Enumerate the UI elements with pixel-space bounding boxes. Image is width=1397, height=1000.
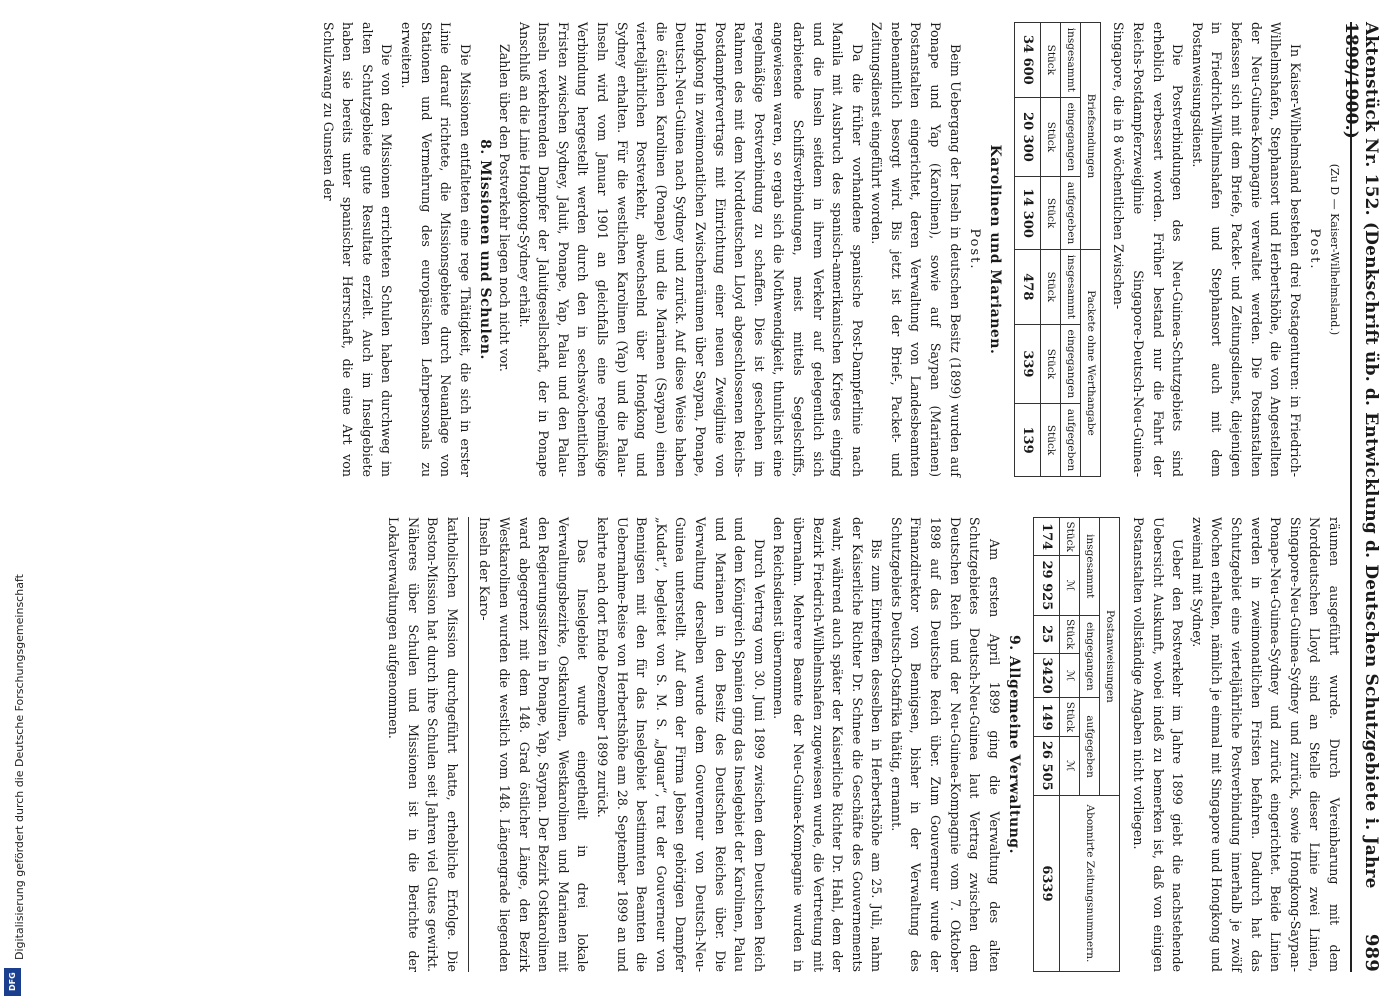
table-header: Abonnirte Zeitungsnummern. (1060, 795, 1120, 971)
paragraph: Zahlen über den Postverkehr liegen noch nicht vor. (497, 44, 513, 372)
table-subheader: aufgegeben (1060, 177, 1080, 250)
table-cell: 29 925 (1034, 556, 1060, 615)
section-heading: 8. Missionen und Schulen. (477, 139, 494, 360)
table-header: Postanweisungen (1100, 518, 1120, 796)
paragraph: Beim Uebergang der Inseln in deutschen Besitz (1899) wurden auf Ponape und Yap (Karolinen), sowie auf Saypan (Marianen) Postanstalten eingerichtet, deren Verwaltung von Landesbeamten nebenamtlich besorgt wird. Bis jetzt ist der Brief-, Packet- und Zeitungsdienst eingeführt worden. (869, 22, 963, 477)
left-column (318, 22, 1344, 477)
table-cell: 139 (1014, 404, 1040, 477)
table-unit: Stück (1040, 249, 1060, 324)
table-cell: 174 (1034, 518, 1060, 556)
paragraph: Da die früher vorhandene spanische Post-Dampferlinie nach Manila mit Ausbruch des spanisch-amerikanischen Krieges einging und die Inseln seitdem in ihrem Verkehr auf gelegentlich sich darbietende Schiffsverbindungen, meist mittels Segelschiffs, angewiesen waren, so ergab sich die Nothwendigkeit, thunlichst eine regelmäßige Postverbindung zu schaffen. Dies ist geschehen im Rahmen des mit dem Norddeutschen Lloyd abgeschlossenen Reichs-Postdampfervertrags mit Einrichtung einer neuen Zweiglinie von Hongkong in zweimonatlichen Zwischenräumen über Saypan, Ponape, Deutsch-Neu-Guinea nach Sydney und zurück. Auf diese Weise haben die östlichen Karolinen (Ponape) und die Marianen (Saypan) einen vierteljährlichen Postverkehr, abwechselnd über Hongkong und Sydney erhalten. Für die westlichen Karolinen (Yap) und die Palau-Inseln wird vom Januar 1901 an gleichfalls eine regelmäßige Verbindung hergestellt werden durch den in sechswöchentlichen Fristen zwischen Sydney, Jaluit, Ponape, Yap, Palau und den Palau-Inseln verkehrenden Dampfer der Jaluitgesellschaft, der in Ponape Anschluß an die Linie Hongkong-Sydney erhält. (516, 22, 865, 477)
table-subheader: eingegangen (1060, 97, 1080, 177)
table-cell: 339 (1014, 324, 1040, 404)
table-unit: ℳ (1060, 736, 1080, 795)
paragraph: katholischen Mission durchgeführt hatte, erhebliche Erfolge. Die Boston-Mission hat durch ihre Schulen seit Jahren viel Gutes gewirkt. Näheres über Schulen und Missionen ist in die Berichte der Lokalverwaltungen aufgenommen. (386, 517, 460, 972)
table-cell: 34 600 (1014, 23, 1040, 98)
table-cell: 25 (1034, 615, 1060, 653)
table-unit: ℳ (1060, 653, 1080, 698)
table-unit: Stück (1040, 177, 1060, 250)
document-page (30, 2, 1392, 992)
post-heading: Post. (967, 228, 983, 271)
table-subheader: eingegangen (1080, 615, 1100, 698)
table-cell: 20 300 (1014, 97, 1040, 177)
table-header: Packete ohne Werthangabe (1080, 249, 1100, 476)
section-subtitle: (Zu D — Kaiser-Wilhelmsland.) (1328, 163, 1341, 336)
table-unit: Stück (1040, 97, 1060, 177)
table-subheader: aufgegeben (1080, 698, 1100, 796)
table-cell: 6339 (1034, 795, 1060, 971)
table-cell: 478 (1014, 249, 1040, 324)
credit-strip (0, 0, 26, 1000)
table-unit: Stück (1040, 324, 1060, 404)
table-unit: Stück (1060, 698, 1080, 736)
right-column (383, 517, 1344, 972)
table-cell: 14 300 (1014, 177, 1040, 250)
paragraph: Die von den Missionen errichteten Schulen haben durchweg im alten Schutzgebiete gute Resultate erzielt. Auch im Inselgebiete haben sie bereits unter spanischer Herrschaft, die eine Art von Schulzwang zu Gunsten der (320, 22, 395, 477)
paragraph: Die Postverbindungen des Neu-Guinea-Schutzgebiets sind erheblich verbessert worden. Früher bestand nur die Fahrt der Reichs-Postdampferzweiglinie Singapore-Deutsch-Neu-Guinea-Singapore, die in 8 wöchentlichen Zwischen- (1111, 22, 1186, 477)
table-unit: Stück (1060, 615, 1080, 653)
table-unit: Stück (1040, 23, 1060, 98)
paragraph: Die Missionen entfalteten eine rege Thätigkeit, die sich in erster Linie darauf richtete, die Missionsgebiete durch Neuanlage von Stationen und Vermehrung des europäischen Lehrpersonals zu erweitern. (399, 22, 473, 477)
post-heading: Post. (1307, 228, 1323, 271)
paragraph: In Kaiser-Wilhelmsland bestehen drei Postagenturen: in Friedrich-Wilhelmshafen, Stephansort und Herbertshöhe, die von Angestellten der Neu-Guinea-Kompagnie verwaltet werden. Die Postanstalten befassen sich mit dem Briefe, Packet- und Zeitungsdienst, diejenigen in Friedrich-Wilhelmshafen und Stephansort auch mit dem Postanweisungsdienst. (1189, 22, 1303, 477)
table-unit: ℳ (1060, 556, 1080, 615)
table-cell: 26 505 (1034, 736, 1060, 795)
section-heading: Karolinen und Marianen. (986, 144, 1003, 355)
table-cell: 149 (1034, 698, 1060, 736)
paragraph: Das Inselgebiet wurde eingetheilt in drei lokale Verwaltungsbezirke, Ostkarolinen, Westkarolinen und Marianen mit den Regierungssitzen in Ponape, Yap, Saypan. Der Bezirk Ostkarolinen ward abgegrenzt mit dem 148. Grad östlicher Länge, den Bezirk Westkarolinen wurden die westlich vom 148. Längengrade liegenden Inseln der Karo- (477, 517, 591, 972)
table-subheader: aufgegeben (1060, 404, 1080, 477)
dfg-logo: DFG (4, 968, 21, 996)
section-heading: 9. Allgemeine Verwaltung. (1006, 635, 1023, 854)
table-subheader: eingegangen (1060, 324, 1080, 404)
page-number: 989 (1361, 933, 1382, 972)
table-unit: Stück (1060, 518, 1080, 556)
paragraph: Ueber den Postverkehr im Jahre 1899 giebt die nachstehende Uebersicht Auskunft, wobei indeß zu bemerken ist, daß von einigen Postanstalten vollständige Angaben nicht vorliegen. (1131, 517, 1186, 972)
table-subheader: insgesammt (1080, 518, 1100, 616)
divider (468, 517, 469, 972)
table-subheader: insgesammt (1060, 23, 1080, 98)
paragraph: Am ersten April 1899 ging die Verwaltung des alten Schutzgebietes Deutsch-Neu-Guinea laut Vertrag zwischen dem Deutschen Reich und der Neu-Guinea-Kompagnie vom 7. Oktober 1898 auf das Deutsche Reich über. Zum Gouverneur wurde der Finanzdirektor von Bennigsen, bisher in der Verwaltung des Schutzgebiets Deutsch-Ostafrika thätig, ernannt. (888, 517, 1002, 972)
paragraph: Bis zum Eintreffen desselben in Herbertshöhe am 25. Juli, nahm der Kaiserliche Richter Dr. Schnee die Geschäfte des Gouvernements wahr, während auch später der Kaiserliche Richter Dr. Hahl, dem der Bezirk Friedrich-Wilhelmshafen zugewiesen wurde, die Vertretung mit übernahm. Mehrere Beamte der Neu-Guinea-Kompagnie wurden in den Reichsdienst übernommen. (771, 517, 885, 972)
paragraph: Durch Vertrag vom 30. Juni 1899 zwischen dem Deutschen Reich und dem Königreich Spanien ging das Inselgebiet der Karolinen, Palau und Marianen in den Besitz des Deutschen Reiches über. Die Verwaltung derselben wurde dem Gouverneur von Deutsch-Neu-Guinea unterstellt. Auf dem der Firma Jebsen gehörigen Dampfer „Kudat“, begleitet von S. M. S. „Jaguar“, trat der Gouverneur von Bennigsen mit den für das Inselgebiet bestimmten Beamten die Uebernahme-Reise von Herbertshöhe am 28. September 1899 an und kehrte nach dort Ende Dezember 1899 zurück. (595, 517, 767, 972)
post-statistics-table (1014, 22, 1101, 477)
paragraph: räumen ausgeführt wurde. Durch Vereinbarung mit dem Norddeutschen Lloyd sind an Stelle dieser Linie zwei Linien, Singapore-Neu-Guinea-Sydney und zurück, sowie Hongkong-Saypan-Ponape-Neu-Guinea-Sydney und zurück eingerichtet. Beide Linien werden in zweimonatlichen Fristen befahren. Dadurch hat das Schutzgebiet eine vierteljährliche Postverbindung innerhalb je zwölf Wochen erhalten, nämlich je einmal mit Singapore und Hongkong und zweimal mit Sydney. (1189, 517, 1342, 972)
page-title: Aktenstück Nr. 152. (Denkschrift üb. d. Entwicklung d. Deutschen Schutzgebiete i. Jahre 1899/1900.) (1341, 22, 1381, 889)
table-unit: Stück (1040, 404, 1060, 477)
table-cell: 3420 (1034, 653, 1060, 698)
running-header (1341, 22, 1382, 972)
postanweisungen-table (1033, 517, 1120, 972)
digitalization-credit: Digitalisierung gefördert durch die Deutsche Forschungsgemeinschaft (13, 574, 26, 960)
table-subheader: insgesammt (1060, 249, 1080, 324)
table-header: Briefsendungen (1080, 23, 1100, 250)
